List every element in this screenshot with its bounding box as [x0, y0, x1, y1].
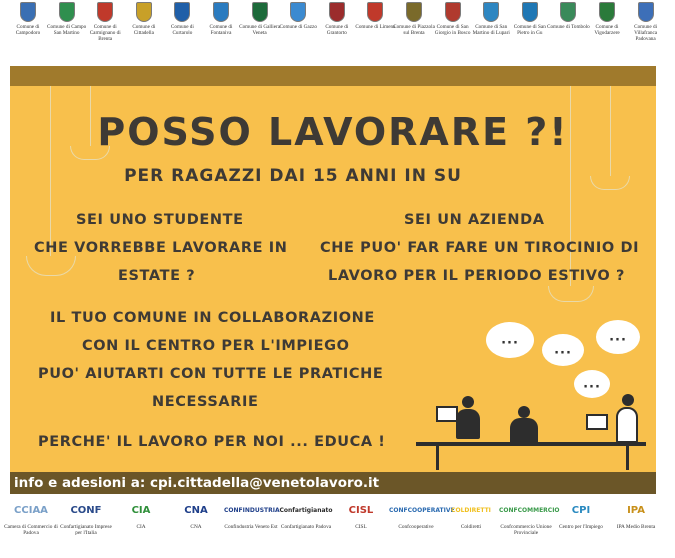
municipality-name: Comune di Cittadella	[132, 24, 156, 36]
municipality-crest	[45, 2, 89, 36]
partner-name: Confartigianato Imprese per l'Italia	[60, 524, 112, 536]
partner-name: Confcommercio Unione Provinciale	[500, 524, 552, 536]
partner-logo-mark: CCIAA	[14, 505, 48, 516]
partner-logo-mark: CPI	[571, 505, 591, 516]
crest-icon	[445, 2, 461, 22]
desk-leg	[436, 442, 439, 470]
partner-logo	[334, 502, 388, 530]
partner-name: CIA	[136, 524, 146, 530]
municipality-name: Comune di San Pietro in Gu	[513, 24, 546, 36]
crest-icon	[252, 2, 268, 22]
crest-icon	[406, 2, 422, 22]
students-line-1: SEI UNO STUDENTE	[76, 212, 244, 228]
crest-icon	[560, 2, 576, 22]
person-body	[510, 418, 538, 444]
partner-logo	[389, 502, 455, 530]
municipality-name: Comune di Limena	[355, 24, 396, 30]
partner-logo-mark: CISL	[348, 505, 374, 516]
desk-leg	[626, 442, 629, 470]
partner-logo-mark: CONFINDUSTRIA	[224, 507, 280, 514]
monitor-icon	[586, 414, 608, 430]
company-line-2: CHE PUO' FAR FARE UN TIROCINIO DI	[320, 240, 640, 256]
students-line-3: ESTATE ?	[118, 268, 196, 284]
municipality-crest	[83, 2, 127, 42]
students-line-2: CHE VORREBBE LAVORARE IN	[34, 240, 288, 256]
municipality-name: Comune di Vigodarzere	[594, 24, 620, 36]
collaboration-line-4: NECESSARIE	[152, 394, 259, 410]
bubble-dots: ...	[609, 329, 627, 345]
municipality-crest	[199, 2, 243, 36]
partner-logo-mark: IPA	[627, 505, 645, 516]
municipality-name: Comune di Campodoro	[15, 24, 41, 36]
contact-band	[10, 472, 656, 494]
person-icon	[622, 394, 634, 406]
partner-logo	[554, 502, 608, 530]
person-body	[456, 409, 480, 439]
company-line-3: LAVORO PER IL PERIODO ESTIVO ?	[328, 268, 625, 284]
collaboration-line-1: IL TUO COMUNE IN COLLABORAZIONE	[50, 310, 375, 326]
municipality-name: Comune di Campo San Martino	[46, 24, 87, 36]
motto: PERCHE' IL LAVORO PER NOI ... EDUCA !	[38, 434, 386, 450]
partner-logo-mark: COLDIRETTI	[451, 507, 491, 514]
speech-bubble-icon	[542, 334, 584, 366]
crest-icon	[522, 2, 538, 22]
crest-icon	[599, 2, 615, 22]
partner-name: Centro per l'Impiego	[559, 524, 603, 530]
office-illustration	[406, 314, 656, 474]
person-icon	[518, 406, 530, 418]
municipality-crest	[122, 2, 166, 36]
municipality-crest	[624, 2, 668, 42]
municipality-name: Comune di Curtarolo	[170, 24, 194, 36]
partner-name: Confcooperative	[398, 524, 434, 530]
partner-name: Coldiretti	[460, 524, 482, 530]
municipality-crest	[276, 2, 320, 30]
bubble-dots: ...	[554, 342, 572, 358]
municipality-name: Comune di Carmignano di Brenta	[89, 24, 121, 42]
poster-top-band	[10, 66, 656, 86]
company-line-1: SEI UN AZIENDA	[404, 212, 545, 228]
person-body	[616, 407, 638, 443]
partner-logo-mark: CONFCOOPERATIVE	[389, 507, 455, 514]
crest-icon	[136, 2, 152, 22]
bubble-dots: ...	[501, 332, 519, 348]
partner-logo	[279, 502, 333, 530]
crest-icon	[483, 2, 499, 22]
partner-name: CNA	[190, 524, 202, 530]
crest-icon	[20, 2, 36, 22]
speech-bubble-icon	[486, 322, 534, 358]
crest-icon	[174, 2, 190, 22]
crest-icon	[638, 2, 654, 22]
partner-logo	[169, 502, 223, 530]
person-icon	[462, 396, 474, 408]
partner-logo	[224, 502, 278, 530]
municipality-crest	[508, 2, 552, 36]
partner-logo-mark: CONFCOMMERCIO	[499, 507, 560, 514]
partner-name: IPA Medio Brenta	[616, 524, 656, 530]
speech-bubble-icon	[574, 370, 610, 398]
crest-icon	[367, 2, 383, 22]
municipality-crest	[315, 2, 359, 36]
poster-subtitle: PER RAGAZZI DAI 15 ANNI IN SU	[124, 166, 462, 186]
partner-logo	[4, 502, 58, 536]
poster-title: POSSO LAVORARE ?!	[97, 110, 569, 154]
bubble-dots: ...	[583, 376, 601, 392]
partner-logo-mark: CIA	[131, 505, 151, 516]
municipality-crest	[431, 2, 475, 36]
crest-icon	[329, 2, 345, 22]
partner-name: Confindustria Veneto Est	[224, 524, 278, 530]
crest-icon	[290, 2, 306, 22]
partner-logo-mark: CONF	[70, 505, 102, 516]
partner-name: CISL	[355, 524, 367, 530]
municipality-name: Comune di Fontaniva	[209, 24, 233, 36]
crest-icon	[59, 2, 75, 22]
lamp-icon	[26, 256, 76, 276]
poster	[10, 66, 656, 494]
partner-logo-mark: CNA	[184, 505, 208, 516]
partner-logo	[609, 502, 663, 530]
municipality-crest	[392, 2, 436, 36]
municipality-name: Comune di San Martino di Lupari	[472, 24, 510, 36]
partner-logo-mark: Confartigianato	[279, 507, 333, 514]
speech-bubble-icon	[596, 320, 640, 354]
partner-name: Confartigianato Padova	[280, 524, 332, 530]
municipality-name: Comune di Grantorto	[325, 24, 349, 36]
partner-logo	[499, 502, 560, 536]
partners-footer	[0, 496, 675, 558]
municipalities-header	[0, 0, 675, 66]
crest-icon	[97, 2, 113, 22]
municipality-crest	[160, 2, 204, 36]
municipality-name: Comune di Piazzola sul Brenta	[393, 24, 435, 36]
partner-logo	[114, 502, 168, 530]
collaboration-line-2: CON IL CENTRO PER L'IMPIEGO	[82, 338, 350, 354]
desk	[416, 442, 646, 446]
municipality-crest	[585, 2, 629, 36]
partner-logo	[444, 502, 498, 530]
monitor-icon	[436, 406, 458, 422]
partner-logo	[59, 502, 113, 536]
municipality-crest	[546, 2, 590, 30]
municipality-crest	[238, 2, 282, 36]
municipality-name: Comune di San Giorgio in Bosco	[434, 24, 471, 36]
municipality-name: Comune di Villafranca Padovana	[634, 24, 658, 42]
municipality-name: Comune di Galliera Veneta	[239, 24, 281, 36]
lamp-icon	[548, 286, 594, 302]
municipality-name: Comune di Tombolo	[547, 24, 590, 30]
municipality-name: Comune di Gazzo	[279, 24, 317, 30]
partner-name: Camera di Commercio di Padova	[4, 524, 58, 536]
municipality-crest	[6, 2, 50, 36]
municipality-crest	[353, 2, 397, 30]
municipality-crest	[469, 2, 513, 36]
crest-icon	[213, 2, 229, 22]
collaboration-line-3: PUO' AIUTARTI CON TUTTE LE PRATICHE	[38, 366, 384, 382]
contact-info: info e adesioni a: cpi.cittadella@venetolavoro.it	[14, 475, 380, 491]
